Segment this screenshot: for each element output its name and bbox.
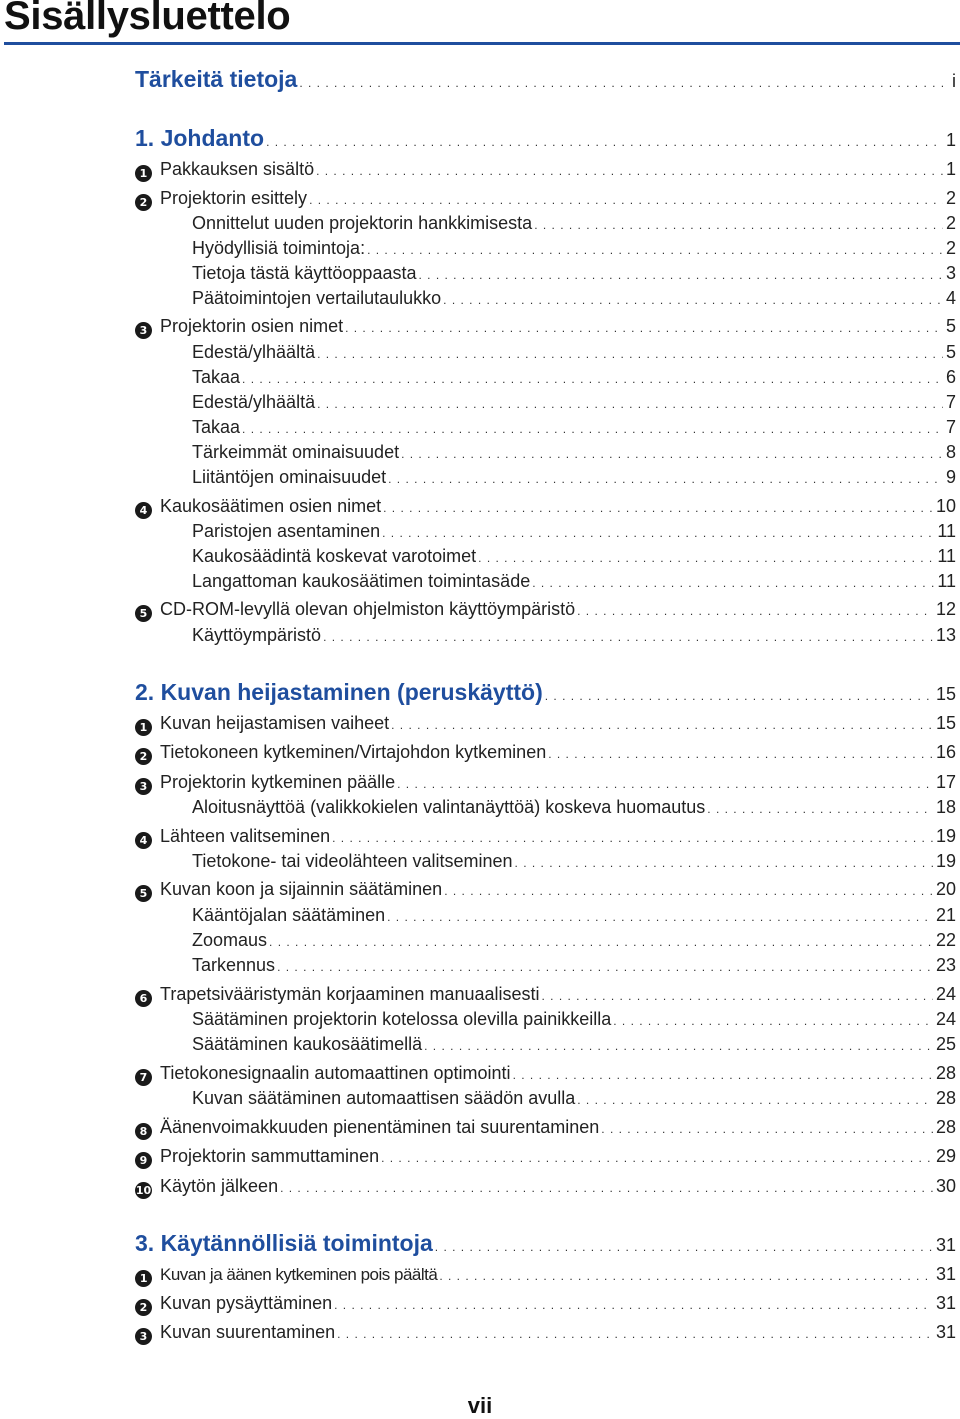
toc-label: 2 Tietokoneen kytkeminen/Virtajohdon kytkeminen — [135, 742, 546, 765]
toc-entry[interactable] — [192, 417, 956, 438]
toc-page: 1 — [945, 159, 956, 179]
page-title: Sisällysluettelo — [4, 0, 291, 38]
toc-label: Päätoimintojen vertailutaulukko — [192, 288, 442, 308]
toc-label: 1 Kuvan ja äänen kytkeminen pois päältä — [135, 1265, 437, 1287]
toc-page: 22 — [935, 930, 956, 950]
leader-dots — [317, 397, 943, 411]
toc-entry[interactable] — [192, 905, 956, 926]
toc-label: Liitäntöjen ominaisuudet — [192, 467, 387, 487]
toc-chapter-2[interactable] — [135, 679, 956, 706]
toc-page: 17 — [935, 772, 956, 792]
leader-dots — [387, 910, 933, 924]
step-number-badge: 2 — [135, 748, 152, 765]
step-number-badge: 1 — [135, 719, 152, 736]
toc-entry[interactable] — [135, 1264, 956, 1287]
step-number-badge: 10 — [135, 1184, 152, 1197]
leader-dots — [316, 164, 943, 178]
toc-label: 1 Kuvan heijastamisen vaiheet — [135, 713, 389, 736]
leader-dots — [577, 604, 933, 618]
toc-entry[interactable] — [135, 1063, 956, 1086]
toc-entry[interactable] — [135, 826, 956, 849]
toc-page: 23 — [935, 955, 956, 975]
leader-dots — [532, 576, 934, 590]
toc-entry[interactable] — [192, 930, 956, 951]
toc-label: 3 Kuvan suurentaminen — [135, 1322, 335, 1345]
toc-entry[interactable] — [192, 1009, 956, 1030]
toc-entry[interactable] — [135, 1322, 956, 1345]
step-number-badge: 9 — [135, 1152, 152, 1169]
toc-label: 1 Pakkauksen sisältö — [135, 159, 314, 182]
toc-page: 10 — [935, 496, 956, 516]
toc-chapter-1[interactable] — [135, 125, 956, 152]
leader-dots — [381, 1151, 933, 1165]
toc-entry[interactable] — [135, 713, 956, 736]
leader-dots — [277, 960, 933, 974]
toc-entry[interactable] — [192, 797, 956, 818]
toc-label: Zoomaus — [192, 930, 268, 950]
toc-page: 21 — [935, 905, 956, 925]
step-number-badge: 7 — [135, 1069, 152, 1086]
leader-dots — [613, 1014, 933, 1028]
toc-entry[interactable] — [135, 496, 956, 519]
toc-label: 6 Trapetsivääristymän korjaaminen manuaalisesti — [135, 984, 540, 1007]
toc-page: 4 — [945, 288, 956, 308]
toc-page: 25 — [935, 1034, 956, 1054]
toc-label: Säätäminen kaukosäätimellä — [192, 1034, 423, 1054]
toc-page: 2 — [945, 188, 956, 208]
step-number-badge: 3 — [135, 1328, 152, 1345]
toc-entry[interactable] — [192, 851, 956, 872]
step-number-badge: 5 — [135, 885, 152, 902]
leader-dots — [323, 630, 933, 644]
toc-entry[interactable] — [135, 1176, 956, 1199]
toc-page: 5 — [945, 342, 956, 362]
toc-label: Hyödyllisiä toimintoja: — [192, 238, 366, 258]
toc-page: 11 — [937, 546, 956, 566]
toc-page: 2 — [945, 238, 956, 258]
leader-dots — [309, 193, 943, 207]
toc-page: 19 — [935, 851, 956, 871]
toc-entry[interactable] — [192, 625, 956, 646]
toc-entry[interactable] — [192, 367, 956, 388]
toc-entry[interactable] — [192, 442, 956, 463]
leader-dots — [401, 447, 943, 461]
leader-dots — [424, 1039, 933, 1053]
toc-entry[interactable] — [135, 599, 956, 622]
toc-label: Säätäminen projektorin kotelossa olevilla painikkeilla — [192, 1009, 612, 1029]
leader-dots — [334, 1298, 933, 1312]
toc-page: 7 — [945, 392, 956, 412]
leader-dots — [542, 989, 933, 1003]
toc-page: 31 — [935, 1322, 956, 1342]
toc-label: 8 Äänenvoimakkuuden pienentäminen tai suurentaminen — [135, 1117, 599, 1140]
leader-dots — [242, 422, 943, 436]
toc-page: 18 — [935, 797, 956, 817]
toc-label: 9 Projektorin sammuttaminen — [135, 1146, 379, 1169]
toc-label: 1. Johdanto — [135, 125, 265, 151]
leader-dots — [545, 689, 933, 703]
toc-chapter-3[interactable] — [135, 1230, 956, 1257]
toc-entry[interactable] — [192, 213, 956, 234]
toc-label: 4 Lähteen valitseminen — [135, 826, 330, 849]
toc-label: Aloitusnäyttöä (valikkokielen valintanäyttöä) koskeva huomautus — [192, 797, 706, 817]
toc-page: 15 — [935, 713, 956, 733]
toc-label: Käyttöympäristö — [192, 625, 322, 645]
page-number: vii — [467, 1393, 493, 1418]
toc-entry[interactable] — [135, 188, 956, 211]
leader-dots — [513, 1068, 933, 1082]
toc-label: 5 CD-ROM-levyllä olevan ohjelmiston käyttöympäristö — [135, 599, 575, 622]
leader-dots — [266, 135, 943, 149]
toc-entry[interactable] — [135, 742, 956, 765]
toc-entry[interactable] — [192, 521, 956, 542]
toc-page: 7 — [945, 417, 956, 437]
leader-dots — [388, 472, 943, 486]
toc-page: 8 — [945, 442, 956, 462]
toc-entry[interactable] — [192, 1088, 956, 1109]
toc-label: Tietokone- tai videolähteen valitseminen — [192, 851, 513, 871]
toc-label: Kääntöjalan säätäminen — [192, 905, 386, 925]
toc-page: 24 — [935, 1009, 956, 1029]
toc-page: 20 — [935, 879, 956, 899]
toc-entry[interactable] — [135, 772, 956, 795]
leader-dots — [269, 935, 933, 949]
leader-dots — [317, 347, 943, 361]
toc-entry[interactable] — [135, 1146, 956, 1169]
toc-label: Takaa — [192, 367, 241, 387]
step-number-badge: 4 — [135, 502, 152, 519]
toc-label: Tärkeimmät ominaisuudet — [192, 442, 400, 462]
leader-dots — [443, 293, 943, 307]
step-number-badge: 4 — [135, 832, 152, 849]
toc-entry[interactable] — [192, 546, 956, 567]
toc-entry-important-info[interactable] — [135, 66, 956, 93]
toc-page: 1 — [945, 130, 956, 150]
toc-page: 31 — [935, 1293, 956, 1313]
toc-label: Tietoja tästä käyttöoppaasta — [192, 263, 417, 283]
toc-entry[interactable] — [135, 316, 956, 339]
step-number-badge: 3 — [135, 322, 152, 339]
toc-entry[interactable] — [192, 467, 956, 488]
toc-entry[interactable] — [192, 571, 956, 592]
step-number-badge: 8 — [135, 1123, 152, 1140]
toc-entry[interactable] — [192, 1034, 956, 1055]
toc-entry[interactable] — [192, 392, 956, 413]
toc-page: 13 — [935, 625, 956, 645]
toc-page: 11 — [937, 571, 956, 591]
toc-label: 10 Käytön jälkeen — [135, 1176, 279, 1197]
leader-dots — [242, 372, 943, 386]
toc-label: Tärkeitä tietoja — [135, 66, 298, 92]
step-number-badge: 2 — [135, 1299, 152, 1316]
leader-dots — [367, 243, 943, 257]
leader-dots — [515, 856, 933, 870]
step-number-badge: 1 — [135, 1270, 152, 1287]
leader-dots — [418, 268, 943, 282]
toc-label: Langattoman kaukosäätimen toimintasäde — [192, 571, 531, 591]
toc-label: 3. Käytännöllisiä toimintoja — [135, 1230, 433, 1256]
step-number-badge: 2 — [135, 194, 152, 211]
toc-page: 2 — [945, 213, 956, 233]
toc-label: 3 Projektorin osien nimet — [135, 316, 343, 339]
toc-page: 15 — [935, 684, 956, 704]
toc-entry[interactable] — [192, 342, 956, 363]
toc-page: 12 — [935, 599, 956, 619]
leader-dots — [382, 526, 934, 540]
toc-label: Paristojen asentaminen — [192, 521, 381, 541]
toc-label: 4 Kaukosäätimen osien nimet — [135, 496, 381, 519]
toc-page: 24 — [935, 984, 956, 1004]
leader-dots — [548, 747, 933, 761]
leader-dots — [439, 1269, 933, 1283]
toc-label: 2. Kuvan heijastaminen (peruskäyttö) — [135, 679, 543, 705]
toc-page: 31 — [935, 1264, 956, 1284]
toc-entry[interactable] — [192, 955, 956, 976]
toc-page: 30 — [935, 1176, 956, 1196]
toc-label: 3 Projektorin kytkeminen päälle — [135, 772, 395, 795]
leader-dots — [391, 718, 933, 732]
toc-entry[interactable] — [135, 984, 956, 1007]
leader-dots — [299, 76, 949, 90]
toc-page: 16 — [935, 742, 956, 762]
leader-dots — [332, 831, 933, 845]
toc-page: 6 — [945, 367, 956, 387]
toc-page: 5 — [945, 316, 956, 336]
toc-page: 11 — [937, 521, 956, 541]
toc-page: 28 — [935, 1088, 956, 1108]
leader-dots — [601, 1122, 933, 1136]
toc-label: Kaukosäädintä koskevat varotoimet — [192, 546, 477, 566]
toc-entry[interactable] — [192, 288, 956, 309]
step-number-badge: 6 — [135, 990, 152, 1007]
toc-label: Edestä/ylhäältä — [192, 392, 316, 412]
leader-dots — [534, 218, 943, 232]
toc-label: 7 Tietokonesignaalin automaattinen optimointi — [135, 1063, 511, 1086]
toc-page: i — [952, 71, 956, 91]
step-number-badge: 1 — [135, 165, 152, 182]
toc-page: 29 — [935, 1146, 956, 1166]
toc-label: Onnittelut uuden projektorin hankkimisesta — [192, 213, 533, 233]
toc-page: 31 — [935, 1235, 956, 1255]
toc-page: 28 — [935, 1117, 956, 1137]
leader-dots — [397, 777, 933, 791]
leader-dots — [337, 1327, 933, 1341]
toc-label: Tarkennus — [192, 955, 276, 975]
leader-dots — [383, 501, 933, 515]
toc-entry[interactable] — [192, 238, 956, 259]
step-number-badge: 3 — [135, 778, 152, 795]
leader-dots — [577, 1093, 933, 1107]
leader-dots — [478, 551, 934, 565]
leader-dots — [707, 802, 933, 816]
toc-page: 28 — [935, 1063, 956, 1083]
toc-label: Kuvan säätäminen automaattisen säädön avulla — [192, 1088, 576, 1108]
toc-entry[interactable] — [135, 1117, 956, 1140]
toc-page: 3 — [945, 263, 956, 283]
toc-label: 2 Projektorin esittely — [135, 188, 307, 211]
toc-entry[interactable] — [192, 263, 956, 284]
leader-dots — [345, 321, 943, 335]
leader-dots — [444, 884, 933, 898]
toc-label: Takaa — [192, 417, 241, 437]
toc-page: 19 — [935, 826, 956, 846]
leader-dots — [435, 1240, 933, 1254]
toc-entry[interactable] — [135, 159, 956, 182]
toc-label: Edestä/ylhäältä — [192, 342, 316, 362]
toc-label: 2 Kuvan pysäyttäminen — [135, 1293, 332, 1316]
toc-page: 9 — [945, 467, 956, 487]
toc-label: 5 Kuvan koon ja sijainnin säätäminen — [135, 879, 442, 902]
leader-dots — [280, 1181, 933, 1195]
toc-entry[interactable] — [135, 879, 956, 902]
step-number-badge: 5 — [135, 605, 152, 622]
toc-entry[interactable] — [135, 1293, 956, 1316]
